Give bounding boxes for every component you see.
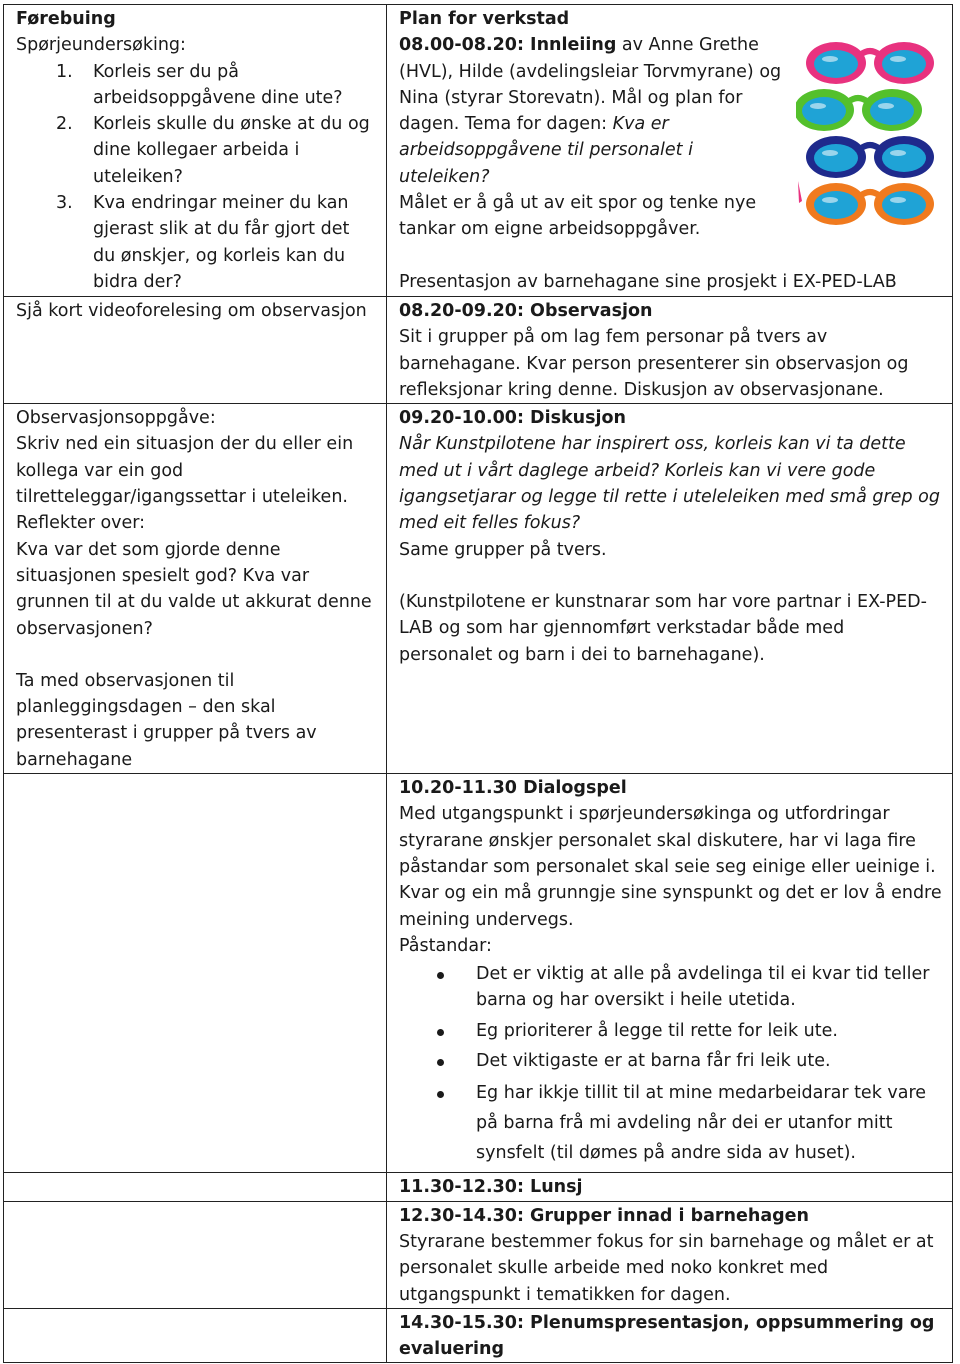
list-item: 1. Korleis ser du på arbeidsoppgåvene dine ute? bbox=[56, 61, 343, 108]
claims-label: Påstandar: bbox=[399, 935, 492, 956]
plenum-cell bbox=[387, 1308, 953, 1363]
reflect-text: Kva var det som gjorde denne situasjonen spesielt god? Kva var grunnen til at du valde ut akkurat denne observasjonen? bbox=[16, 539, 372, 639]
bullet-icon bbox=[437, 1029, 444, 1036]
survey-questions bbox=[16, 59, 376, 296]
empty-cell bbox=[4, 1308, 387, 1363]
table-row bbox=[4, 297, 953, 404]
groups-text: Same grupper på tvers. bbox=[399, 539, 607, 560]
temple-arm bbox=[798, 181, 802, 203]
empty-cell bbox=[4, 1201, 387, 1308]
table-row bbox=[4, 1308, 953, 1363]
observation-time: 08.20-09.20: Observasjon bbox=[399, 301, 653, 321]
bullet-icon bbox=[437, 972, 444, 979]
list-item: Det viktigaste er at barna får fri leik ute. bbox=[399, 1048, 942, 1074]
observation-text: Sit i grupper på om lag fem personar på tvers av barnehagane. Kvar person presenterer sin observasjon og refleksjonar kring denne. Diskusjon av observasjonane. bbox=[399, 327, 909, 400]
orange-sunglasses-icon bbox=[806, 183, 934, 225]
table-row bbox=[4, 774, 953, 1173]
kunstpilotene-note: (Kunstpilotene er kunstnarar som har vore partnar i EX-PED-LAB og som har gjennomført verkstadar både med personalet og barn i dei to barnehagane). bbox=[399, 591, 927, 665]
list-item: Eg prioriterer å legge til rette for leik ute. bbox=[399, 1018, 942, 1044]
groups-time: 12.30-14.30: Grupper innad i barnehagen bbox=[399, 1205, 810, 1226]
discussion-cell bbox=[387, 404, 953, 774]
reflect-label: Reflekter over: bbox=[16, 513, 146, 534]
claims-list bbox=[399, 961, 942, 1168]
video-cell bbox=[4, 297, 387, 404]
observation-cell bbox=[387, 297, 953, 404]
presentation-text: Presentasjon av barnehagane sine prosjekt i EX-PED-LAB bbox=[399, 271, 897, 292]
blue-sunglasses-icon bbox=[806, 136, 934, 178]
green-sunglasses-icon bbox=[796, 89, 922, 131]
bring-text: Ta med observasjonen til planleggingsdagen – den skal presenterast i grupper på tvers av barnehagane bbox=[16, 670, 317, 770]
bullet-icon bbox=[437, 1091, 444, 1098]
plan-cell bbox=[387, 5, 953, 297]
plan-title: Plan for verkstad bbox=[399, 9, 570, 29]
preparation-title: Førebuing bbox=[16, 9, 116, 29]
groups-cell-text: Styrarane bestemmer fokus for sin barnehage og målet er at personalet skulle arbeide med noko konkret med utgangspunkt i tematikken for dagen. bbox=[399, 1231, 934, 1305]
pink-sunglasses-icon bbox=[806, 42, 934, 84]
bullet-icon bbox=[437, 1059, 444, 1066]
dialogspel-text: Med utgangspunkt i spørjeundersøkinga og utfordringar styrarane ønskjer personalet skal diskutere, har vi laga fire påstandar som personalet skal seie seg einige eller ueinige i. Kvar og ein må grunngje sine synspunkt og det er lov å endre meining undervegs. bbox=[399, 804, 942, 930]
task-title: Observasjonsoppgåve: bbox=[16, 408, 216, 429]
dialogspel-cell bbox=[387, 774, 953, 1173]
list-item: 3. Kva endringar meiner du kan gjerast slik at du får gjort det du ønskjer, og korleis kan du bidra der? bbox=[56, 193, 350, 292]
lunch-cell bbox=[387, 1173, 953, 1201]
task-text: Skriv ned ein situasjon der du eller ein kollega var ein god tilretteleggar/igangssettar i uteleiken. bbox=[16, 434, 354, 508]
survey-label: Spørjeundersøking: bbox=[16, 35, 186, 56]
table-row bbox=[4, 404, 953, 774]
plenum-time: 14.30-15.30: Plenumspresentasjon, oppsummering og evaluering bbox=[399, 1312, 935, 1360]
list-item: Eg har ikkje tillit til at mine medarbeidarar tek vare på barna frå mi avdeling når dei er utanfor mitt synsfelt (til dømes på andre sida av huset). bbox=[399, 1078, 942, 1168]
discussion-time: 09.20-10.00: Diskusjon bbox=[399, 408, 626, 429]
list-item: 2. Korleis skulle du ønske at du og dine kollegaer arbeida i uteleiken? bbox=[56, 114, 370, 187]
goal-text: Målet er å gå ut av eit spor og tenke nye tankar om eigne arbeidsoppgåver. bbox=[399, 193, 757, 240]
discussion-question: Når Kunstpilotene har inspirert oss, korleis kan vi ta dette med ut i vårt daglege arbeid? Korleis kan vi vere gode igangsetjarar og legge til rette i uteleleiken med små grep og med eit felles fokus? bbox=[399, 434, 940, 534]
workshop-plan-table bbox=[3, 4, 953, 1363]
lunch-time: 11.30-12.30: Lunsj bbox=[399, 1177, 583, 1198]
preparation-cell bbox=[4, 5, 387, 297]
list-item: Det er viktig at alle på avdelinga til ei kvar tid teller barna og har oversikt i heile utetida. bbox=[399, 961, 942, 1014]
table-row bbox=[4, 1201, 953, 1308]
table-row bbox=[4, 1173, 953, 1201]
sunglasses-image bbox=[796, 31, 944, 231]
table-row bbox=[4, 5, 953, 297]
intro-text: 08.00-08.20: Innleiing av Anne Grethe (HVL), Hilde (avdelingsleiar Torvmyrane) og Nina (styrar Storevatn). Mål og plan for dagen. Tema for dagen: Kva er arbeidsoppgåvene til personalet i uteleiken? bbox=[399, 35, 782, 187]
empty-cell bbox=[4, 1173, 387, 1201]
video-text: Sjå kort videoforelesing om observasjon bbox=[16, 301, 367, 321]
groups-cell bbox=[387, 1201, 953, 1308]
dialogspel-time: 10.20-11.30 Dialogspel bbox=[399, 778, 627, 799]
observation-task-cell bbox=[4, 404, 387, 774]
empty-cell bbox=[4, 774, 387, 1173]
